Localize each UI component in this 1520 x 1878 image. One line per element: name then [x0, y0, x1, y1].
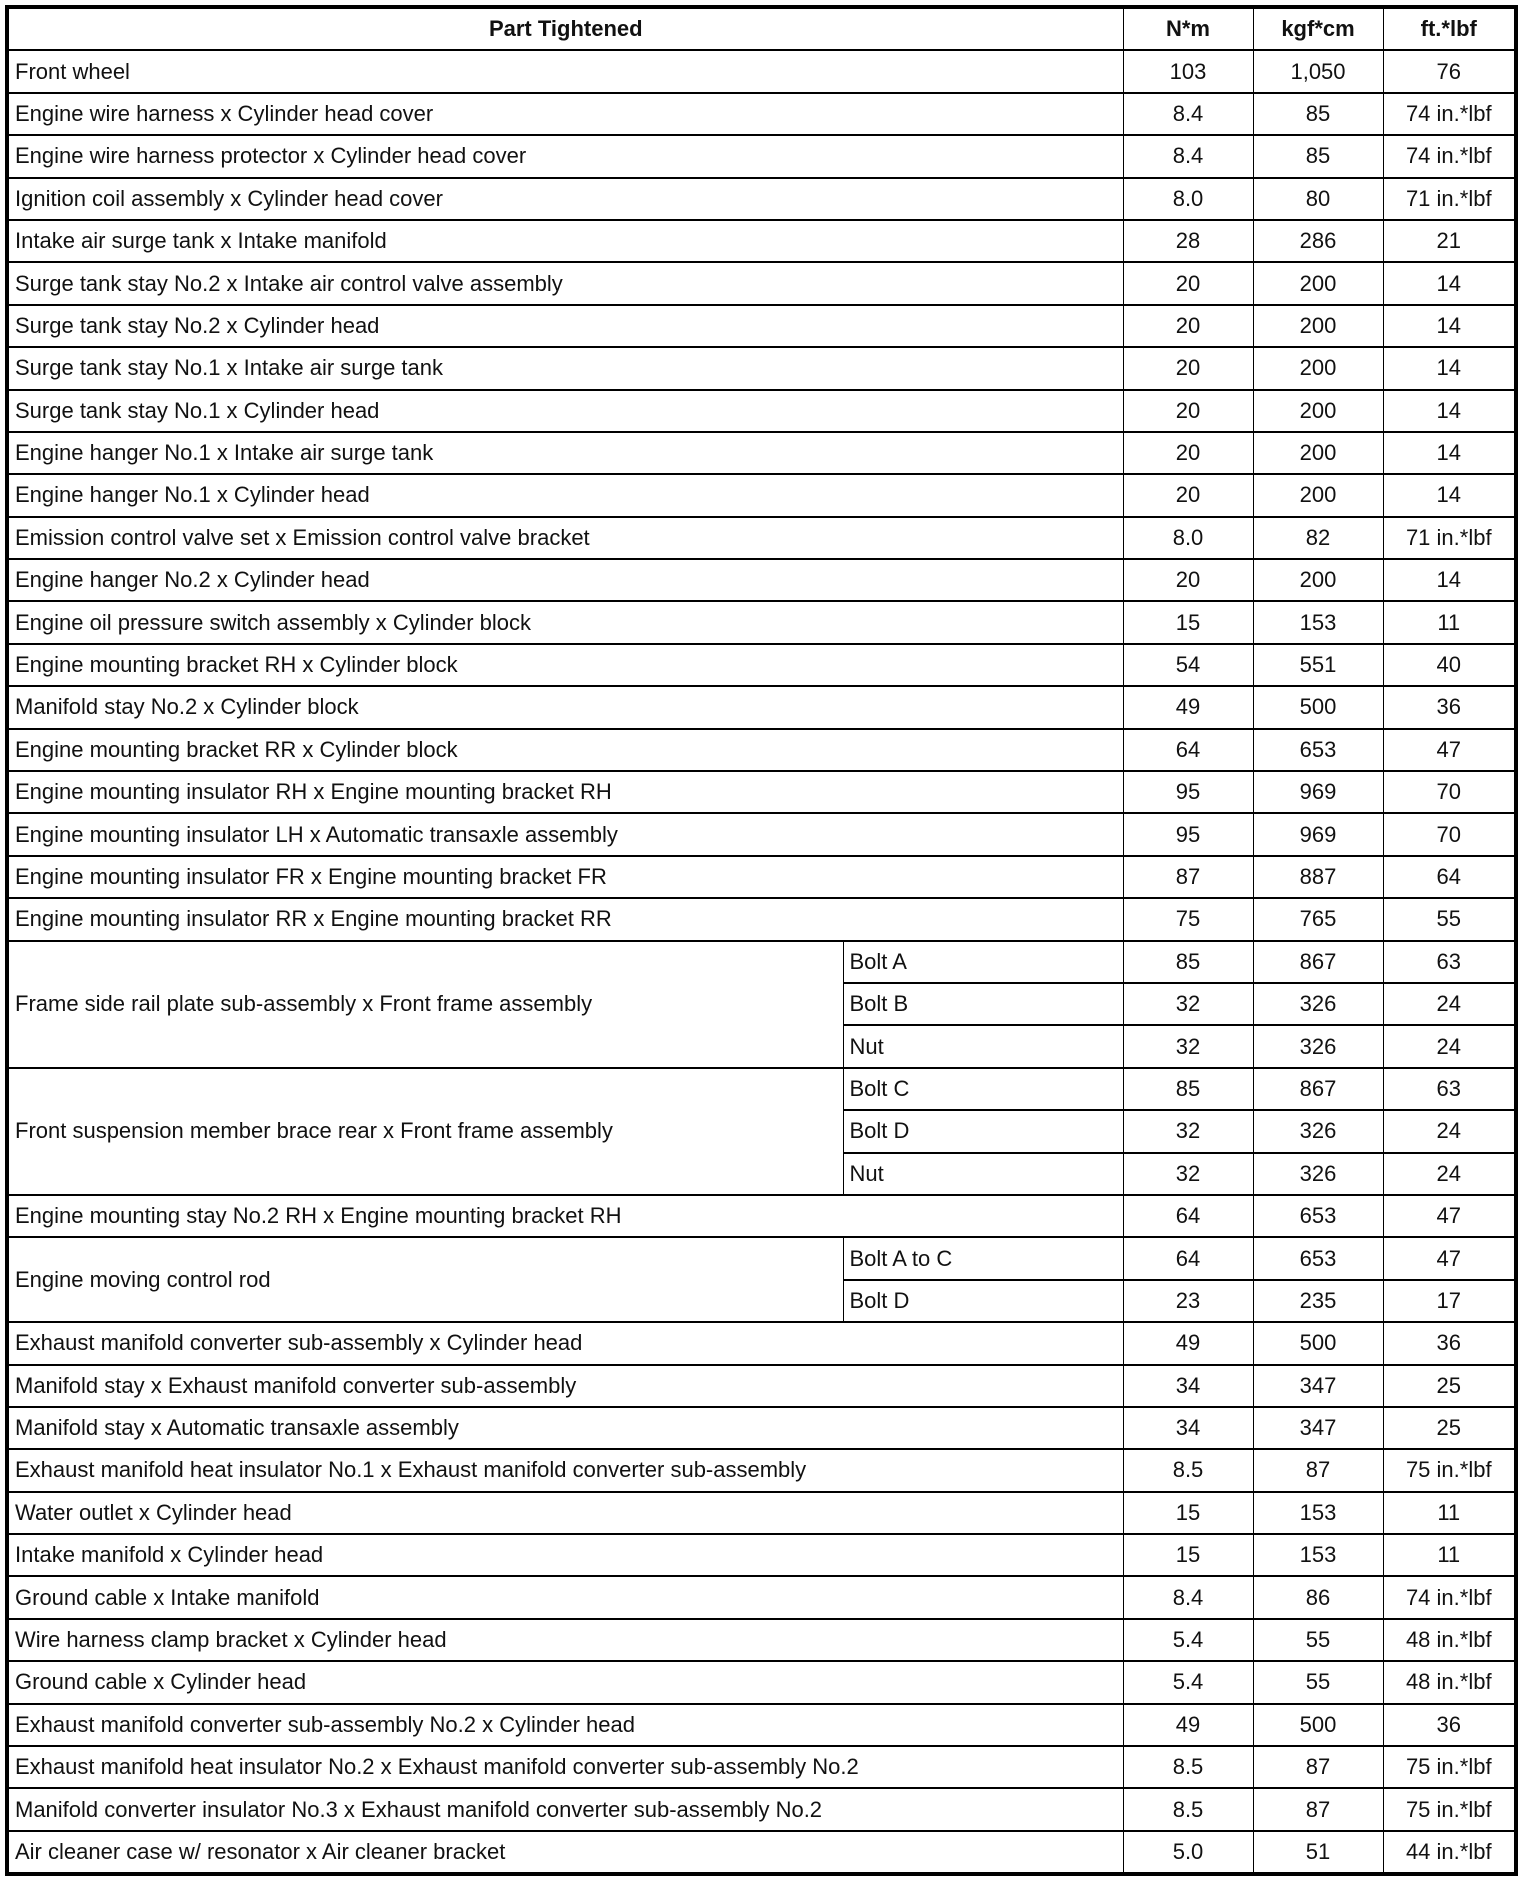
nm-cell: 5.4: [1123, 1661, 1253, 1703]
table-row: [7, 178, 1516, 220]
table-row: [7, 898, 1516, 940]
kgf-cell: 765: [1253, 898, 1383, 940]
kgf-cell: 867: [1253, 1068, 1383, 1110]
nm-cell: 8.0: [1123, 517, 1253, 559]
table-row: [7, 305, 1516, 347]
kgf-cell: 80: [1253, 178, 1383, 220]
part-name-cell: Manifold stay x Exhaust manifold converter sub-assembly: [7, 1365, 1123, 1407]
part-name-cell: Engine mounting insulator RR x Engine mounting bracket RR: [7, 898, 1123, 940]
kgf-cell: 969: [1253, 813, 1383, 855]
part-name-cell: Intake air surge tank x Intake manifold: [7, 220, 1123, 262]
ft-lbf-cell: 40: [1383, 644, 1516, 686]
header-ft: ft.*lbf: [1383, 7, 1516, 50]
table-row: [7, 941, 1516, 983]
nm-cell: 54: [1123, 644, 1253, 686]
fastener-cell: Bolt D: [843, 1110, 1123, 1152]
table-row: [7, 135, 1516, 177]
ft-lbf-cell: 36: [1383, 1704, 1516, 1746]
ft-lbf-cell: 71 in.*lbf: [1383, 517, 1516, 559]
part-name-cell: Exhaust manifold heat insulator No.1 x Exhaust manifold converter sub-assembly: [7, 1449, 1123, 1491]
header-row: [7, 7, 1516, 50]
nm-cell: 20: [1123, 432, 1253, 474]
ft-lbf-cell: 36: [1383, 686, 1516, 728]
part-name-cell: Engine moving control rod: [7, 1237, 843, 1322]
table-row: [7, 1195, 1516, 1237]
kgf-cell: 286: [1253, 220, 1383, 262]
part-name-cell: Surge tank stay No.1 x Intake air surge tank: [7, 347, 1123, 389]
ft-lbf-cell: 70: [1383, 813, 1516, 855]
table-row: [7, 1619, 1516, 1661]
ft-lbf-cell: 64: [1383, 856, 1516, 898]
kgf-cell: 85: [1253, 93, 1383, 135]
table-row: [7, 93, 1516, 135]
ft-lbf-cell: 21: [1383, 220, 1516, 262]
nm-cell: 28: [1123, 220, 1253, 262]
kgf-cell: 1,050: [1253, 50, 1383, 92]
table-row: [7, 1407, 1516, 1449]
nm-cell: 49: [1123, 1704, 1253, 1746]
ft-lbf-cell: 14: [1383, 347, 1516, 389]
table-row: [7, 601, 1516, 643]
kgf-cell: 500: [1253, 686, 1383, 728]
part-name-cell: Ground cable x Intake manifold: [7, 1576, 1123, 1618]
kgf-cell: 347: [1253, 1365, 1383, 1407]
part-name-cell: Air cleaner case w/ resonator x Air cleaner bracket: [7, 1831, 1123, 1874]
kgf-cell: 153: [1253, 1492, 1383, 1534]
table-row: [7, 1365, 1516, 1407]
table-row: [7, 262, 1516, 304]
fastener-cell: Nut: [843, 1025, 1123, 1067]
table-row: [7, 1322, 1516, 1364]
nm-cell: 87: [1123, 856, 1253, 898]
nm-cell: 15: [1123, 1534, 1253, 1576]
ft-lbf-cell: 24: [1383, 1110, 1516, 1152]
nm-cell: 103: [1123, 50, 1253, 92]
nm-cell: 20: [1123, 305, 1253, 347]
ft-lbf-cell: 74 in.*lbf: [1383, 1576, 1516, 1618]
nm-cell: 75: [1123, 898, 1253, 940]
kgf-cell: 87: [1253, 1449, 1383, 1491]
part-name-cell: Engine mounting insulator RH x Engine mounting bracket RH: [7, 771, 1123, 813]
table-row: [7, 644, 1516, 686]
table-row: [7, 517, 1516, 559]
part-name-cell: Wire harness clamp bracket x Cylinder head: [7, 1619, 1123, 1661]
fastener-cell: Bolt A: [843, 941, 1123, 983]
ft-lbf-cell: 70: [1383, 771, 1516, 813]
table-row: [7, 1704, 1516, 1746]
nm-cell: 20: [1123, 347, 1253, 389]
ft-lbf-cell: 36: [1383, 1322, 1516, 1364]
table-row: [7, 559, 1516, 601]
ft-lbf-cell: 74 in.*lbf: [1383, 93, 1516, 135]
ft-lbf-cell: 47: [1383, 1195, 1516, 1237]
part-name-cell: Engine mounting bracket RH x Cylinder block: [7, 644, 1123, 686]
nm-cell: 32: [1123, 983, 1253, 1025]
table-row: [7, 813, 1516, 855]
ft-lbf-cell: 75 in.*lbf: [1383, 1449, 1516, 1491]
table-row: [7, 220, 1516, 262]
table-row: [7, 50, 1516, 92]
table-row: [7, 856, 1516, 898]
part-name-cell: Manifold converter insulator No.3 x Exhaust manifold converter sub-assembly No.2: [7, 1788, 1123, 1830]
part-name-cell: Engine oil pressure switch assembly x Cylinder block: [7, 601, 1123, 643]
kgf-cell: 86: [1253, 1576, 1383, 1618]
table-row: [7, 1068, 1516, 1110]
ft-lbf-cell: 11: [1383, 1534, 1516, 1576]
ft-lbf-cell: 14: [1383, 559, 1516, 601]
nm-cell: 5.0: [1123, 1831, 1253, 1874]
ft-lbf-cell: 11: [1383, 1492, 1516, 1534]
table-row: [7, 1576, 1516, 1618]
nm-cell: 95: [1123, 813, 1253, 855]
ft-lbf-cell: 25: [1383, 1407, 1516, 1449]
kgf-cell: 326: [1253, 1025, 1383, 1067]
table-row: [7, 1788, 1516, 1830]
fastener-cell: Bolt A to C: [843, 1237, 1123, 1279]
nm-cell: 95: [1123, 771, 1253, 813]
kgf-cell: 653: [1253, 1195, 1383, 1237]
kgf-cell: 326: [1253, 1110, 1383, 1152]
ft-lbf-cell: 47: [1383, 729, 1516, 771]
nm-cell: 23: [1123, 1280, 1253, 1322]
fastener-cell: Bolt C: [843, 1068, 1123, 1110]
nm-cell: 15: [1123, 1492, 1253, 1534]
nm-cell: 5.4: [1123, 1619, 1253, 1661]
part-name-cell: Engine mounting bracket RR x Cylinder block: [7, 729, 1123, 771]
ft-lbf-cell: 75 in.*lbf: [1383, 1788, 1516, 1830]
nm-cell: 32: [1123, 1025, 1253, 1067]
table-row: [7, 1661, 1516, 1703]
kgf-cell: 347: [1253, 1407, 1383, 1449]
kgf-cell: 55: [1253, 1619, 1383, 1661]
part-name-cell: Manifold stay No.2 x Cylinder block: [7, 686, 1123, 728]
nm-cell: 34: [1123, 1365, 1253, 1407]
kgf-cell: 653: [1253, 1237, 1383, 1279]
kgf-cell: 653: [1253, 729, 1383, 771]
table-row: [7, 432, 1516, 474]
nm-cell: 32: [1123, 1110, 1253, 1152]
header-nm: N*m: [1123, 7, 1253, 50]
nm-cell: 20: [1123, 559, 1253, 601]
ft-lbf-cell: 48 in.*lbf: [1383, 1619, 1516, 1661]
part-name-cell: Surge tank stay No.1 x Cylinder head: [7, 390, 1123, 432]
kgf-cell: 200: [1253, 432, 1383, 474]
nm-cell: 85: [1123, 1068, 1253, 1110]
table-row: [7, 1237, 1516, 1279]
table-row: [7, 390, 1516, 432]
header-part: Part Tightened: [7, 7, 1123, 50]
part-name-cell: Ground cable x Cylinder head: [7, 1661, 1123, 1703]
kgf-cell: 551: [1253, 644, 1383, 686]
part-name-cell: Frame side rail plate sub-assembly x Front frame assembly: [7, 941, 843, 1068]
nm-cell: 49: [1123, 1322, 1253, 1364]
ft-lbf-cell: 74 in.*lbf: [1383, 135, 1516, 177]
kgf-cell: 200: [1253, 559, 1383, 601]
kgf-cell: 500: [1253, 1704, 1383, 1746]
kgf-cell: 969: [1253, 771, 1383, 813]
kgf-cell: 326: [1253, 1153, 1383, 1195]
ft-lbf-cell: 14: [1383, 432, 1516, 474]
nm-cell: 15: [1123, 601, 1253, 643]
kgf-cell: 200: [1253, 262, 1383, 304]
ft-lbf-cell: 25: [1383, 1365, 1516, 1407]
part-name-cell: Ignition coil assembly x Cylinder head cover: [7, 178, 1123, 220]
nm-cell: 64: [1123, 1237, 1253, 1279]
table-row: [7, 1831, 1516, 1874]
table-row: [7, 474, 1516, 516]
kgf-cell: 887: [1253, 856, 1383, 898]
nm-cell: 64: [1123, 1195, 1253, 1237]
ft-lbf-cell: 47: [1383, 1237, 1516, 1279]
nm-cell: 85: [1123, 941, 1253, 983]
part-name-cell: Manifold stay x Automatic transaxle assembly: [7, 1407, 1123, 1449]
part-name-cell: Exhaust manifold converter sub-assembly No.2 x Cylinder head: [7, 1704, 1123, 1746]
part-name-cell: Engine hanger No.1 x Intake air surge tank: [7, 432, 1123, 474]
nm-cell: 8.4: [1123, 135, 1253, 177]
ft-lbf-cell: 71 in.*lbf: [1383, 178, 1516, 220]
nm-cell: 20: [1123, 262, 1253, 304]
part-name-cell: Front suspension member brace rear x Front frame assembly: [7, 1068, 843, 1195]
ft-lbf-cell: 76: [1383, 50, 1516, 92]
nm-cell: 32: [1123, 1153, 1253, 1195]
ft-lbf-cell: 24: [1383, 1153, 1516, 1195]
table-body: [7, 50, 1516, 1874]
ft-lbf-cell: 17: [1383, 1280, 1516, 1322]
part-name-cell: Engine mounting insulator LH x Automatic transaxle assembly: [7, 813, 1123, 855]
table-row: [7, 1492, 1516, 1534]
kgf-cell: 85: [1253, 135, 1383, 177]
torque-spec-table: [5, 5, 1518, 1876]
kgf-cell: 87: [1253, 1788, 1383, 1830]
nm-cell: 8.5: [1123, 1449, 1253, 1491]
ft-lbf-cell: 75 in.*lbf: [1383, 1746, 1516, 1788]
kgf-cell: 326: [1253, 983, 1383, 1025]
fastener-cell: Nut: [843, 1153, 1123, 1195]
kgf-cell: 82: [1253, 517, 1383, 559]
part-name-cell: Engine wire harness x Cylinder head cover: [7, 93, 1123, 135]
nm-cell: 34: [1123, 1407, 1253, 1449]
table-row: [7, 1534, 1516, 1576]
table-row: [7, 729, 1516, 771]
part-name-cell: Emission control valve set x Emission control valve bracket: [7, 517, 1123, 559]
nm-cell: 20: [1123, 390, 1253, 432]
nm-cell: 64: [1123, 729, 1253, 771]
ft-lbf-cell: 11: [1383, 601, 1516, 643]
kgf-cell: 153: [1253, 1534, 1383, 1576]
kgf-cell: 87: [1253, 1746, 1383, 1788]
kgf-cell: 500: [1253, 1322, 1383, 1364]
nm-cell: 8.0: [1123, 178, 1253, 220]
ft-lbf-cell: 14: [1383, 305, 1516, 347]
kgf-cell: 200: [1253, 474, 1383, 516]
nm-cell: 8.4: [1123, 1576, 1253, 1618]
part-name-cell: Engine wire harness protector x Cylinder head cover: [7, 135, 1123, 177]
header-kgf: kgf*cm: [1253, 7, 1383, 50]
ft-lbf-cell: 14: [1383, 390, 1516, 432]
part-name-cell: Surge tank stay No.2 x Cylinder head: [7, 305, 1123, 347]
kgf-cell: 200: [1253, 390, 1383, 432]
ft-lbf-cell: 14: [1383, 474, 1516, 516]
nm-cell: 8.4: [1123, 93, 1253, 135]
kgf-cell: 51: [1253, 1831, 1383, 1874]
part-name-cell: Front wheel: [7, 50, 1123, 92]
fastener-cell: Bolt D: [843, 1280, 1123, 1322]
table-row: [7, 1449, 1516, 1491]
part-name-cell: Exhaust manifold converter sub-assembly x Cylinder head: [7, 1322, 1123, 1364]
nm-cell: 20: [1123, 474, 1253, 516]
kgf-cell: 200: [1253, 347, 1383, 389]
part-name-cell: Water outlet x Cylinder head: [7, 1492, 1123, 1534]
kgf-cell: 867: [1253, 941, 1383, 983]
kgf-cell: 153: [1253, 601, 1383, 643]
kgf-cell: 200: [1253, 305, 1383, 347]
kgf-cell: 235: [1253, 1280, 1383, 1322]
part-name-cell: Engine mounting stay No.2 RH x Engine mounting bracket RH: [7, 1195, 1123, 1237]
nm-cell: 8.5: [1123, 1746, 1253, 1788]
part-name-cell: Exhaust manifold heat insulator No.2 x Exhaust manifold converter sub-assembly No.2: [7, 1746, 1123, 1788]
part-name-cell: Engine hanger No.1 x Cylinder head: [7, 474, 1123, 516]
ft-lbf-cell: 48 in.*lbf: [1383, 1661, 1516, 1703]
ft-lbf-cell: 24: [1383, 983, 1516, 1025]
ft-lbf-cell: 63: [1383, 941, 1516, 983]
part-name-cell: Engine hanger No.2 x Cylinder head: [7, 559, 1123, 601]
table-row: [7, 347, 1516, 389]
table-row: [7, 686, 1516, 728]
part-name-cell: Surge tank stay No.2 x Intake air control valve assembly: [7, 262, 1123, 304]
fastener-cell: Bolt B: [843, 983, 1123, 1025]
part-name-cell: Engine mounting insulator FR x Engine mounting bracket FR: [7, 856, 1123, 898]
table-row: [7, 1746, 1516, 1788]
ft-lbf-cell: 14: [1383, 262, 1516, 304]
ft-lbf-cell: 44 in.*lbf: [1383, 1831, 1516, 1874]
kgf-cell: 55: [1253, 1661, 1383, 1703]
nm-cell: 8.5: [1123, 1788, 1253, 1830]
part-name-cell: Intake manifold x Cylinder head: [7, 1534, 1123, 1576]
ft-lbf-cell: 24: [1383, 1025, 1516, 1067]
ft-lbf-cell: 55: [1383, 898, 1516, 940]
table-row: [7, 771, 1516, 813]
ft-lbf-cell: 63: [1383, 1068, 1516, 1110]
nm-cell: 49: [1123, 686, 1253, 728]
